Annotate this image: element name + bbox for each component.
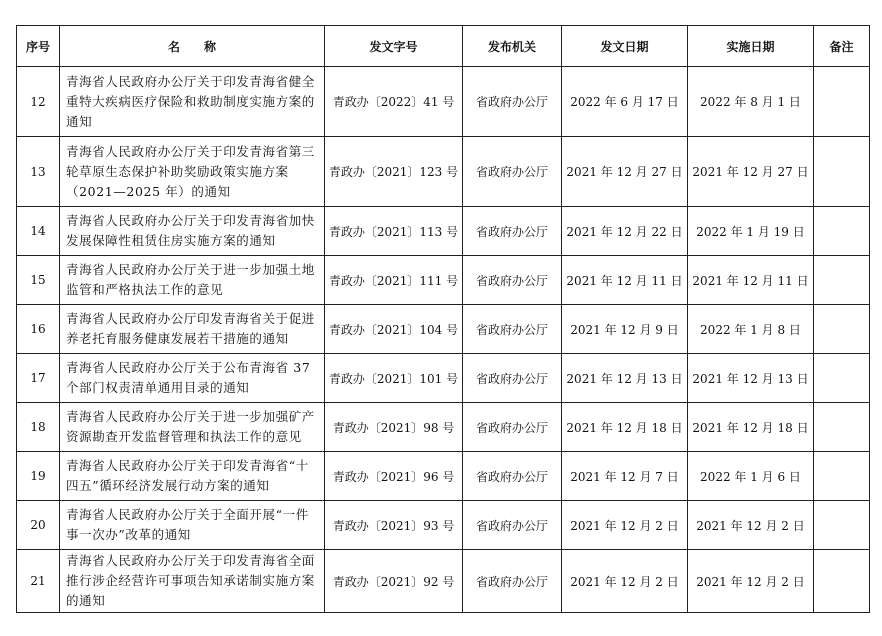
cell-remark bbox=[814, 207, 870, 256]
cell-effective-date: 2021 年 12 月 18 日 bbox=[688, 403, 814, 452]
cell-effective-date: 2022 年 1 月 8 日 bbox=[688, 305, 814, 354]
table-row bbox=[17, 67, 870, 137]
cell-doc-no: 青政办〔2021〕104 号 bbox=[325, 305, 463, 354]
cell-effective-date: 2021 年 12 月 11 日 bbox=[688, 256, 814, 305]
cell-effective-date: 2022 年 8 月 1 日 bbox=[688, 67, 814, 137]
cell-issuer: 省政府办公厅 bbox=[463, 354, 562, 403]
cell-doc-no: 青政办〔2021〕98 号 bbox=[325, 403, 463, 452]
cell-doc-no: 青政办〔2021〕113 号 bbox=[325, 207, 463, 256]
cell-name: 青海省人民政府办公厅关于印发青海省全面推行涉企经营许可事项告知承诺制实施方案的通知 bbox=[60, 550, 325, 613]
cell-effective-date: 2021 年 12 月 2 日 bbox=[688, 501, 814, 550]
cell-seq: 13 bbox=[17, 137, 60, 207]
header-name: 名 称 bbox=[60, 26, 325, 67]
cell-issuer: 省政府办公厅 bbox=[463, 67, 562, 137]
cell-name: 青海省人民政府办公厅关于印发青海省第三轮草原生态保护补助奖励政策实施方案（2021—2025 年）的通知 bbox=[60, 137, 325, 207]
cell-seq: 21 bbox=[17, 550, 60, 613]
cell-issuer: 省政府办公厅 bbox=[463, 256, 562, 305]
header-issuer: 发布机关 bbox=[463, 26, 562, 67]
table-body bbox=[17, 67, 870, 613]
cell-remark bbox=[814, 305, 870, 354]
cell-remark bbox=[814, 550, 870, 613]
table-row bbox=[17, 354, 870, 403]
cell-remark bbox=[814, 67, 870, 137]
cell-name: 青海省人民政府办公厅关于印发青海省“十四五”循环经济发展行动方案的通知 bbox=[60, 452, 325, 501]
cell-seq: 12 bbox=[17, 67, 60, 137]
header-issue-date: 发文日期 bbox=[562, 26, 688, 67]
header-effective-date: 实施日期 bbox=[688, 26, 814, 67]
cell-name: 青海省人民政府办公厅关于印发青海省加快发展保障性租赁住房实施方案的通知 bbox=[60, 207, 325, 256]
policy-document-table bbox=[16, 25, 870, 613]
table-row bbox=[17, 207, 870, 256]
table-row bbox=[17, 256, 870, 305]
table-row bbox=[17, 452, 870, 501]
cell-issue-date: 2021 年 12 月 27 日 bbox=[562, 137, 688, 207]
cell-remark bbox=[814, 403, 870, 452]
cell-issue-date: 2022 年 6 月 17 日 bbox=[562, 67, 688, 137]
cell-doc-no: 青政办〔2021〕93 号 bbox=[325, 501, 463, 550]
cell-effective-date: 2022 年 1 月 6 日 bbox=[688, 452, 814, 501]
cell-doc-no: 青政办〔2021〕101 号 bbox=[325, 354, 463, 403]
cell-issuer: 省政府办公厅 bbox=[463, 207, 562, 256]
cell-seq: 17 bbox=[17, 354, 60, 403]
table-header-row bbox=[17, 26, 870, 67]
cell-doc-no: 青政办〔2021〕92 号 bbox=[325, 550, 463, 613]
cell-effective-date: 2022 年 1 月 19 日 bbox=[688, 207, 814, 256]
cell-doc-no: 青政办〔2021〕111 号 bbox=[325, 256, 463, 305]
table-row bbox=[17, 305, 870, 354]
cell-name: 青海省人民政府办公厅关于印发青海省健全重特大疾病医疗保险和救助制度实施方案的通知 bbox=[60, 67, 325, 137]
cell-name: 青海省人民政府办公厅关于全面开展“一件事一次办”改革的通知 bbox=[60, 501, 325, 550]
cell-issue-date: 2021 年 12 月 9 日 bbox=[562, 305, 688, 354]
cell-name: 青海省人民政府办公厅关于公布青海省 37 个部门权责清单通用目录的通知 bbox=[60, 354, 325, 403]
cell-name: 青海省人民政府办公厅关于进一步加强矿产资源勘查开发监督管理和执法工作的意见 bbox=[60, 403, 325, 452]
header-doc-no: 发文字号 bbox=[325, 26, 463, 67]
table-row bbox=[17, 550, 870, 613]
cell-remark bbox=[814, 137, 870, 207]
cell-effective-date: 2021 年 12 月 2 日 bbox=[688, 550, 814, 613]
cell-issuer: 省政府办公厅 bbox=[463, 550, 562, 613]
table-row bbox=[17, 501, 870, 550]
cell-effective-date: 2021 年 12 月 13 日 bbox=[688, 354, 814, 403]
cell-name: 青海省人民政府办公厅关于进一步加强土地监管和严格执法工作的意见 bbox=[60, 256, 325, 305]
cell-issue-date: 2021 年 12 月 11 日 bbox=[562, 256, 688, 305]
cell-doc-no: 青政办〔2022〕41 号 bbox=[325, 67, 463, 137]
header-remark: 备注 bbox=[814, 26, 870, 67]
cell-seq: 16 bbox=[17, 305, 60, 354]
cell-issuer: 省政府办公厅 bbox=[463, 305, 562, 354]
cell-issuer: 省政府办公厅 bbox=[463, 137, 562, 207]
cell-issue-date: 2021 年 12 月 2 日 bbox=[562, 501, 688, 550]
cell-seq: 19 bbox=[17, 452, 60, 501]
cell-issuer: 省政府办公厅 bbox=[463, 403, 562, 452]
cell-issue-date: 2021 年 12 月 7 日 bbox=[562, 452, 688, 501]
cell-remark bbox=[814, 452, 870, 501]
cell-remark bbox=[814, 354, 870, 403]
table-row bbox=[17, 403, 870, 452]
table-row bbox=[17, 137, 870, 207]
cell-issue-date: 2021 年 12 月 22 日 bbox=[562, 207, 688, 256]
cell-doc-no: 青政办〔2021〕123 号 bbox=[325, 137, 463, 207]
cell-seq: 18 bbox=[17, 403, 60, 452]
cell-seq: 15 bbox=[17, 256, 60, 305]
cell-name: 青海省人民政府办公厅印发青海省关于促进养老托育服务健康发展若干措施的通知 bbox=[60, 305, 325, 354]
cell-doc-no: 青政办〔2021〕96 号 bbox=[325, 452, 463, 501]
cell-remark bbox=[814, 501, 870, 550]
cell-effective-date: 2021 年 12 月 27 日 bbox=[688, 137, 814, 207]
cell-issuer: 省政府办公厅 bbox=[463, 501, 562, 550]
cell-issue-date: 2021 年 12 月 2 日 bbox=[562, 550, 688, 613]
cell-issuer: 省政府办公厅 bbox=[463, 452, 562, 501]
cell-issue-date: 2021 年 12 月 13 日 bbox=[562, 354, 688, 403]
cell-issue-date: 2021 年 12 月 18 日 bbox=[562, 403, 688, 452]
cell-seq: 14 bbox=[17, 207, 60, 256]
header-seq: 序号 bbox=[17, 26, 60, 67]
cell-remark bbox=[814, 256, 870, 305]
cell-seq: 20 bbox=[17, 501, 60, 550]
